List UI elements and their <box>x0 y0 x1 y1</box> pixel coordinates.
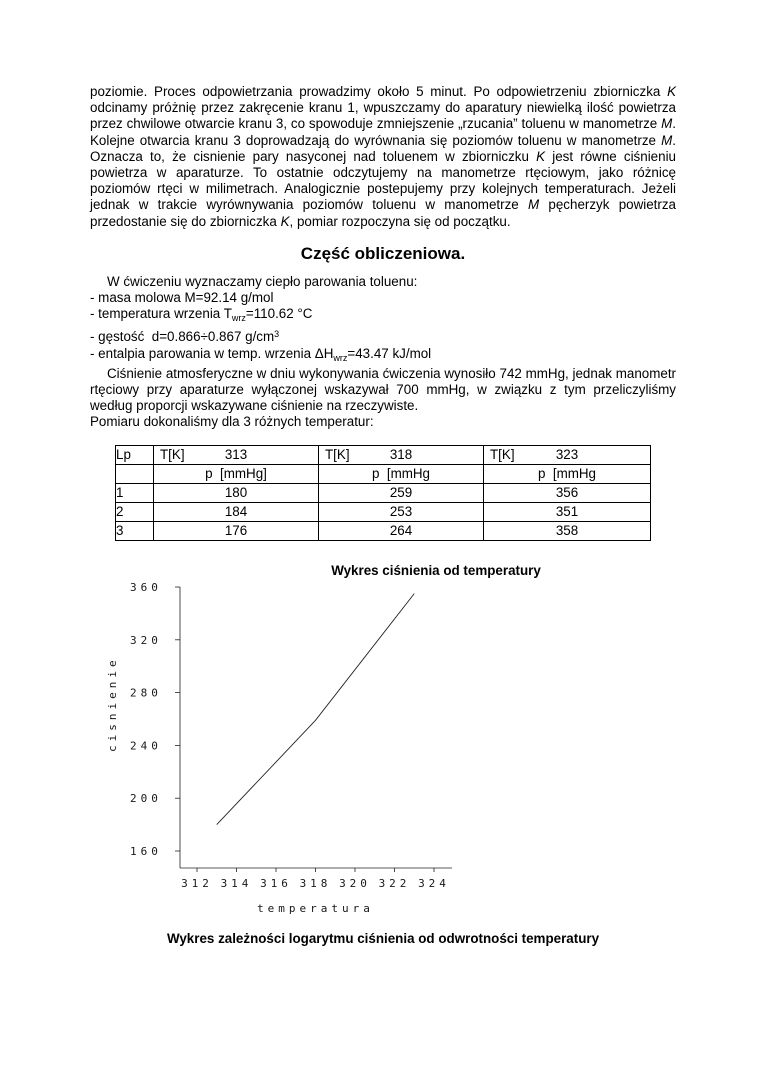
header-lp: Lp <box>116 445 154 464</box>
header-temp-318 <box>319 445 484 464</box>
log-chart-caption: Wykres zależności logarytmu ciśnienia od odwrotności temperatury <box>166 930 600 946</box>
table-row <box>116 521 651 540</box>
table-row <box>116 502 651 521</box>
lp-cell: 3 <box>116 521 154 540</box>
svg-text:324: 324 <box>418 876 450 890</box>
temp-header-label: T[K] <box>490 446 515 462</box>
property-molar-mass: - masa molowa M=92.14 g/mol <box>90 290 274 306</box>
svg-text:360: 360 <box>130 580 162 594</box>
temp-header-value: 313 <box>224 447 248 463</box>
svg-text:322: 322 <box>378 876 411 890</box>
unit-header: p [mmHg <box>484 464 651 483</box>
svg-text:314: 314 <box>220 876 253 890</box>
pressure-temperature-chart <box>100 580 472 930</box>
svg-text:318: 318 <box>299 876 332 890</box>
svg-text:160: 160 <box>130 844 162 858</box>
value-cell: 358 <box>484 521 651 540</box>
measurement-table <box>115 445 651 541</box>
unit-header: p [mmHg] <box>154 464 319 483</box>
value-cell: 253 <box>319 502 484 521</box>
svg-text:temperatura: temperatura <box>257 901 374 915</box>
svg-text:200: 200 <box>130 791 162 805</box>
table-header-row <box>116 445 651 464</box>
lp-cell: 2 <box>116 502 154 521</box>
lp-cell: 1 <box>116 483 154 502</box>
value-cell: 356 <box>484 483 651 502</box>
property-boiling-temp: - temperatura wrzenia $T_{wrz}=110.62$ °C <box>90 306 313 324</box>
unit-header: p [mmHg <box>319 464 484 483</box>
unit-empty-cell <box>116 464 154 483</box>
header-temp-323 <box>484 445 651 464</box>
value-cell: 259 <box>319 483 484 502</box>
svg-text:312: 312 <box>181 876 213 890</box>
value-cell: 351 <box>484 502 651 521</box>
temp-header-label: T[K] <box>160 446 185 462</box>
property-density: - gęstość d=0.866÷0.867 $g/cm^3$ <box>90 329 280 345</box>
calc-intro-line: W ćwiczeniu wyznaczamy ciepło parowania toluenu: <box>107 273 418 289</box>
temp-header-value: 323 <box>555 447 579 463</box>
svg-text:280: 280 <box>130 686 162 700</box>
value-cell: 184 <box>154 502 319 521</box>
svg-text:320: 320 <box>130 633 162 647</box>
value-cell: 264 <box>319 521 484 540</box>
value-cell: 176 <box>154 521 319 540</box>
header-temp-313 <box>154 445 319 464</box>
temp-header-label: T[K] <box>325 446 350 462</box>
measurements-line: Pomiaru dokonaliśmy dla 3 różnych temperatur: <box>90 414 374 430</box>
table-row <box>116 483 651 502</box>
table-unit-row <box>116 464 651 483</box>
svg-text:320: 320 <box>339 876 371 890</box>
section-heading: Część obliczeniowa. <box>300 243 466 263</box>
chart-title: Wykres ciśnienia od temperatury <box>331 562 541 578</box>
svg-text:cisnienie: cisnienie <box>106 656 119 752</box>
intro-paragraph: poziomie. Proces odpowietrzania prowadzimy około 5 minut. Po odpowietrzeniu zbiorniczka K odcinamy próżnię przez zakręcenie kranu 1, wpuszczamy do aparatury niewielką ilość powietrza przez chwilowe otwarcie kranu 3, co spowoduje zmniejszenie „rzucania” toluenu w manometrze M. Kolejne otwarcia kranu 3 doprowadzają do wyrównania się poziomów toluenu w manometrze M. Oznacza to, że cisnienie pary nasyconej nad toluenem w zbiorniczku K jest równe ciśnieniu powietrza w aparaturze. To ostatnie odczytujemy na manometrze rtęciowym, jako różnicę poziomów rtęci w milimetrach. Analogicznie postepujemy przy kolejnych temperaturach. Jeżeli jednak w trakcie wyrównywania poziomów toluenu w manometrze M pęcherzyk powietrza przedostanie się do zbiorniczka K, pomiar rozpoczyna się od początku. <box>90 84 677 229</box>
value-cell: 180 <box>154 483 319 502</box>
property-enthalpy: - entalpia parowania w temp. wrzenia $\Delta H_{wrz}=43.47$ kJ/mol <box>90 345 432 363</box>
temp-header-value: 318 <box>389 447 413 463</box>
svg-text:316: 316 <box>260 876 292 890</box>
pressure-paragraph: Ciśnienie atmosferyczne w dniu wykonywania ćwiczenia wynosiło 742 mmHg, jednak manometr rtęciowy przy aparaturze wyłączonej wskazywał 700 mmHg, w związku z tym przeliczyliśmy według proporcji wskazywane ciśnienie na rzeczywiste. <box>90 365 676 414</box>
svg-text:240: 240 <box>130 739 162 753</box>
